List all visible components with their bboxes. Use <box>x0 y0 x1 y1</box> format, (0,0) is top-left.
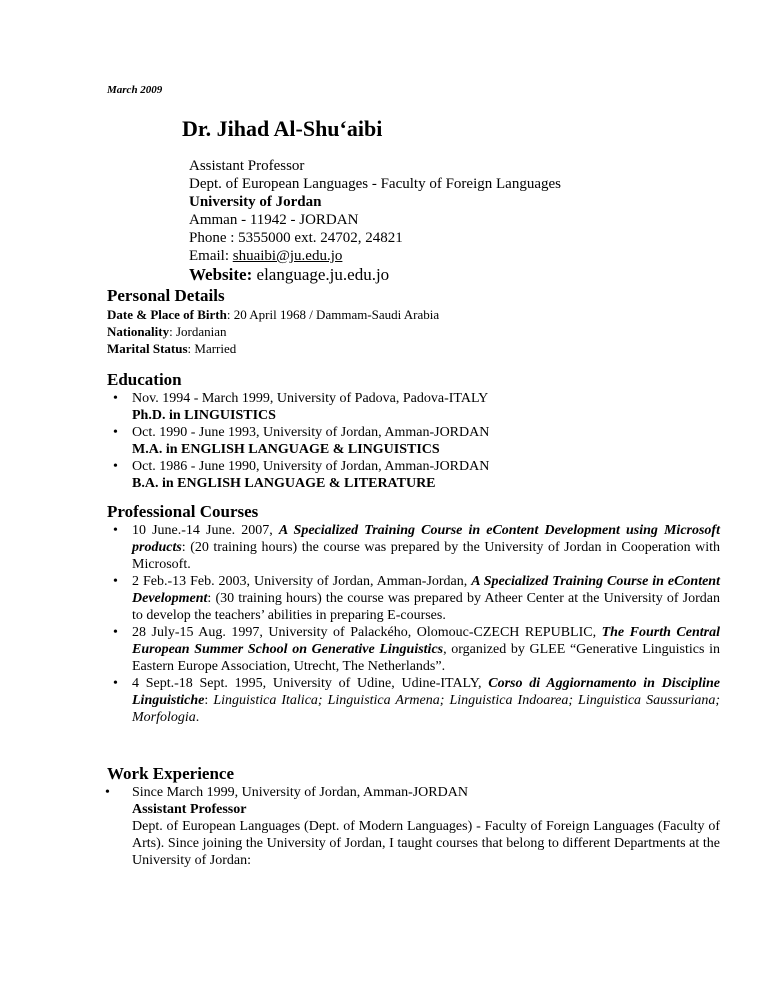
education-item <box>107 390 720 424</box>
education-heading: Education <box>107 370 182 389</box>
email-link[interactable]: shuaibi@ju.edu.jo <box>232 248 343 264</box>
work-description: Dept. of European Languages (Dept. of Modern Languages) - Faculty of Foreign Languages (Faculty of Arts). Since joining the University of Jordan, I taught courses that belong to different Departments at the University of Jordan: <box>132 819 720 868</box>
bullet-icon: • <box>113 676 118 691</box>
education-degree: M.A. in ENGLISH LANGUAGE & LINGUISTICS <box>132 442 440 457</box>
phone: Phone : 5355000 ext. 24702, 24821 <box>189 230 403 246</box>
education-degree: B.A. in ENGLISH LANGUAGE & LITERATURE <box>132 476 436 491</box>
email-label: Email: <box>189 248 233 264</box>
university: University of Jordan <box>189 194 322 210</box>
course-separator: : <box>204 693 214 708</box>
marital-line <box>107 340 720 357</box>
work-heading: Work Experience <box>107 764 235 783</box>
personal-details-heading: Personal Details <box>107 286 225 305</box>
bullet-icon: • <box>113 574 118 589</box>
work-experience-section <box>107 764 720 869</box>
courses-list <box>107 522 720 726</box>
education-item <box>107 424 720 458</box>
course-dates: 4 Sept.-18 Sept. 1995, University of Udine, Udine-ITALY, <box>132 676 489 691</box>
course-description: , organized by GLEE “Generative Linguistics in Eastern Europe Association, Utrecht, The Netherlands”. <box>132 642 720 674</box>
bullet-icon: • <box>113 523 118 538</box>
nationality-label: Nationality <box>107 324 170 339</box>
address: Amman - 11942 - JORDAN <box>189 212 359 228</box>
person-name: Dr. Jihad Al-Shu‘aibi <box>182 116 383 141</box>
course-item <box>107 675 720 726</box>
education-dates: Nov. 1994 - March 1999, University of Padova, Padova-ITALY <box>132 391 489 406</box>
birth-line <box>107 306 720 323</box>
course-description: : (20 training hours) the course was prepared by the University of Jordan in Cooperation with Microsoft. <box>132 540 720 572</box>
document-date: March 2009 <box>107 84 163 96</box>
course-dates: 2 Feb.-13 Feb. 2003, University of Jordan, Amman-Jordan, <box>132 574 472 589</box>
marital-label: Marital Status <box>107 341 188 356</box>
education-degree: Ph.D. in LINGUISTICS <box>132 408 276 423</box>
education-dates: Oct. 1986 - June 1990, University of Jordan, Amman-JORDAN <box>132 459 490 474</box>
course-dates: 10 June.-14 June. 2007, <box>132 523 279 538</box>
bullet-icon: • <box>113 425 118 440</box>
nationality-line <box>107 323 720 340</box>
nationality-value: : Jordanian <box>169 324 227 339</box>
email-line <box>189 247 561 265</box>
marital-value: : Married <box>187 341 237 356</box>
course-title: A Specialized Training Course in eContent Development using Microsoft products <box>132 523 720 555</box>
work-role: Assistant Professor <box>132 802 247 817</box>
course-topics: Linguistica Italica; Linguistica Armena; Linguistica Indoarea; Linguistica Saussuriana; Morfologia <box>132 693 720 725</box>
website-line <box>189 265 561 283</box>
courses-heading: Professional Courses <box>107 502 259 521</box>
job-title: Assistant Professor <box>189 158 305 174</box>
education-dates: Oct. 1990 - June 1993, University of Jordan, Amman-JORDAN <box>132 425 490 440</box>
course-item <box>107 522 720 573</box>
department: Dept. of European Languages - Faculty of Foreign Languages <box>189 176 561 192</box>
bullet-icon: • <box>113 391 118 406</box>
course-title: A Specialized Training Course in eContent Development <box>132 574 720 606</box>
work-dates: Since March 1999, University of Jordan, Amman-JORDAN <box>132 785 468 800</box>
course-title: Corso di Aggiornamento in Discipline Linguistiche <box>132 676 720 708</box>
course-item <box>107 624 720 675</box>
website-link[interactable]: elanguage.ju.edu.jo <box>252 265 390 284</box>
course-description: : (30 training hours) the course was prepared by Atheer Center at the University of Jordan to develop the teachers’ abilities in preparing E-courses. <box>132 591 720 623</box>
website-label: Website: <box>189 265 253 284</box>
work-item <box>107 784 720 869</box>
course-end: . <box>195 710 200 725</box>
contact-block <box>189 157 561 283</box>
bullet-icon: • <box>105 785 110 800</box>
education-item <box>107 458 720 492</box>
personal-details-section <box>107 286 720 357</box>
course-dates: 28 July-15 Aug. 1997, University of Palackého, Olomouc-CZECH REPUBLIC, <box>132 625 602 640</box>
education-section <box>107 370 720 492</box>
birth-value: : 20 April 1968 / Dammam-Saudi Arabia <box>226 307 440 322</box>
course-title: The Fourth Central European Summer School on Generative Linguistics <box>132 625 720 657</box>
education-list <box>107 390 720 492</box>
work-list <box>107 784 720 869</box>
course-item <box>107 573 720 624</box>
bullet-icon: • <box>113 459 118 474</box>
bullet-icon: • <box>113 625 118 640</box>
birth-label: Date & Place of Birth <box>107 307 227 322</box>
professional-courses-section <box>107 502 720 726</box>
